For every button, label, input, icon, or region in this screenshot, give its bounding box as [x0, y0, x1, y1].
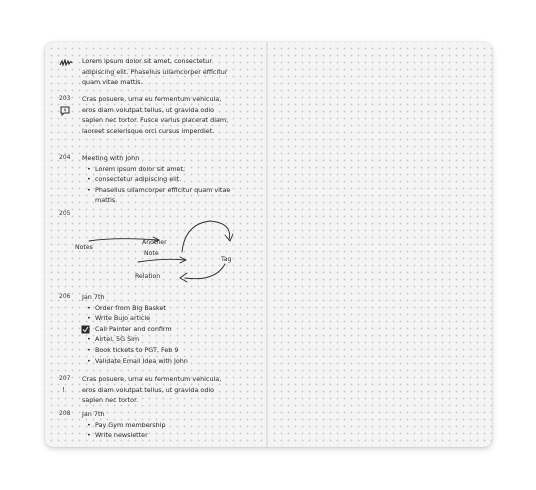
- list-item[interactable]: • Write Bujo article: [82, 313, 232, 324]
- list-item[interactable]: • Call Painter and confirm: [82, 324, 232, 335]
- sketch-label-notes: Notes: [75, 244, 93, 251]
- list-item[interactable]: • Validate Email Idea with John: [82, 356, 232, 367]
- list-item[interactable]: • Phasellus ullamcorper efficitur quam vitae mattis.: [82, 185, 232, 206]
- list-item[interactable]: • Book tickets to PGT, Feb 9: [82, 345, 232, 356]
- bullet-list: [82, 303, 232, 367]
- entry-number: 208: [59, 410, 71, 417]
- entry-text: Lorem ipsum dolor sit amet, consectetur adipiscing elit. Phasellus ullamcorper efficitur quam vitae mattis.: [82, 57, 228, 87]
- sketch-label-note: Note: [144, 250, 159, 257]
- sketch-label-tag: Tag: [221, 256, 232, 263]
- comment-icon: [60, 106, 70, 116]
- entry-text: Cras posuere, urna eu fermentum vehicula, eros diam volutpat tellus, ut gravida odio sapien nec tortor.: [82, 375, 222, 405]
- list-item[interactable]: • Write newsletter: [82, 430, 232, 441]
- entry-number: 203: [59, 95, 71, 102]
- list-item[interactable]: • Order from Big Basket: [82, 303, 232, 314]
- entry-number: 207: [59, 375, 71, 382]
- bullet-list: [82, 420, 232, 441]
- bullet-list: [82, 164, 232, 206]
- entry-text: Cras posuere, urna eu fermentum vehicula, eros diam volutpat tellus, ut gravida odio sapien nec tortor. Fusce varius placerat diam, laoreet scelerisque orci cursus imperdiet.: [82, 95, 229, 135]
- list-item[interactable]: • Lorem ipsum dolor sit amet,: [82, 164, 232, 175]
- sketch-label-another: Another: [142, 239, 167, 246]
- list-item[interactable]: • Airtel, 5G Sim: [82, 334, 232, 345]
- entry-title: Meeting with John: [82, 154, 140, 162]
- checkbox-done-icon[interactable]: [81, 325, 90, 334]
- entry-title: Jan 7th: [82, 293, 105, 301]
- right-page[interactable]: [268, 42, 492, 447]
- entry-title: Jan 7th: [82, 410, 105, 418]
- left-page: [45, 42, 268, 447]
- entry-number: 205: [59, 210, 71, 217]
- notebook: [45, 42, 492, 447]
- entry-number: 204: [59, 154, 71, 161]
- signature-icon: [59, 59, 73, 67]
- list-item[interactable]: • consectetur adipiscing elit.: [82, 174, 232, 185]
- list-item[interactable]: • Pay Gym membership: [82, 420, 232, 431]
- sketch-label-relation: Relation: [135, 273, 161, 280]
- important-marker-icon: !: [62, 386, 65, 394]
- entry-number: 206: [59, 293, 71, 300]
